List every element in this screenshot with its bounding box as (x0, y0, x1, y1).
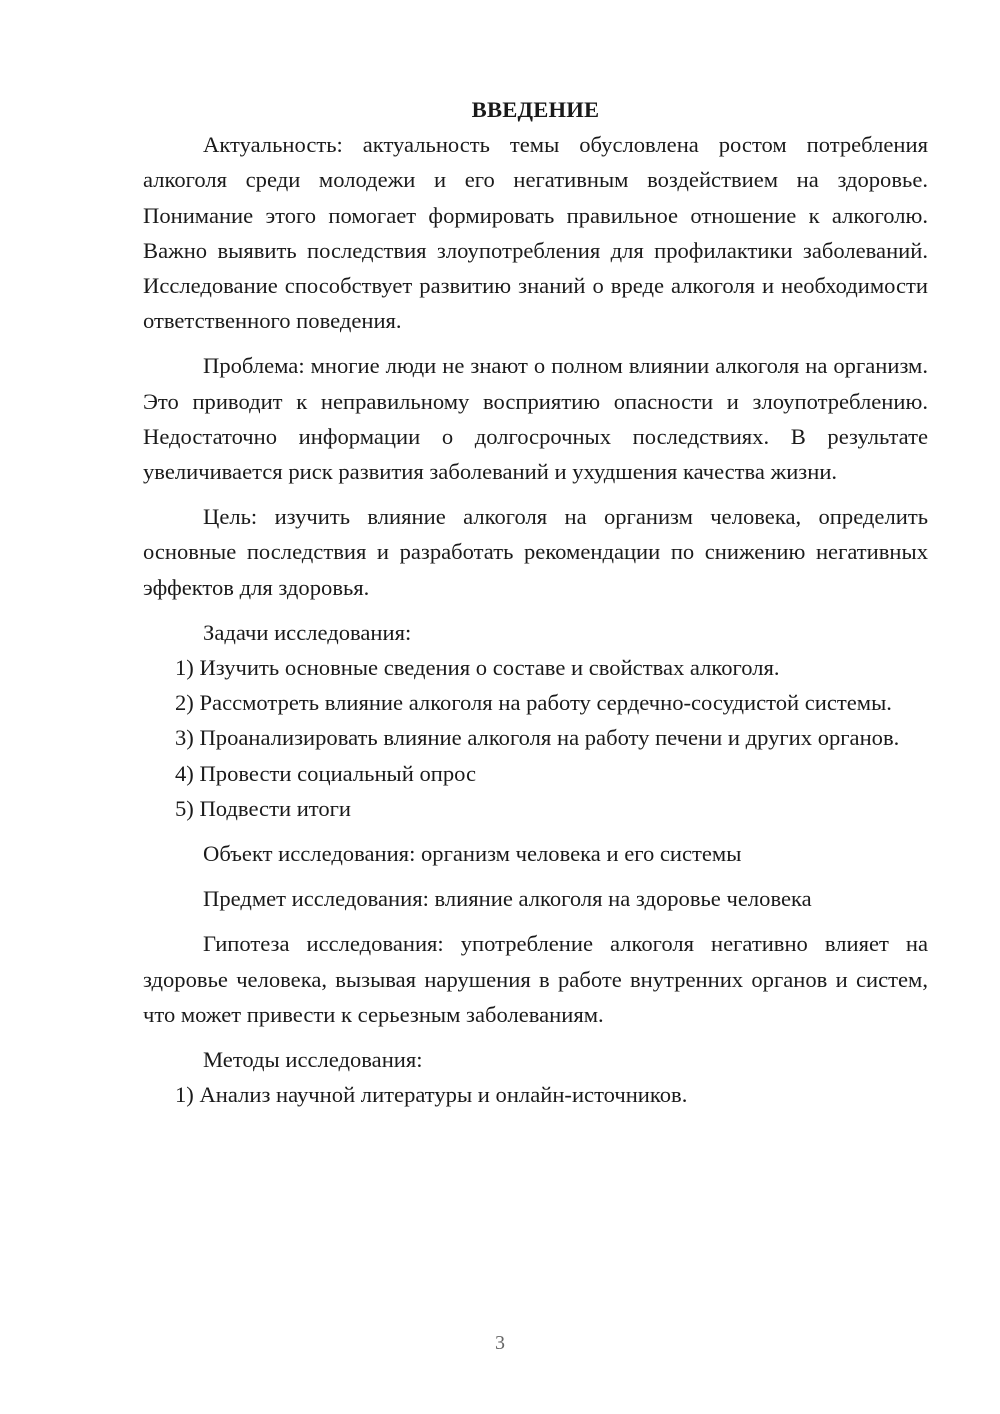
methods-heading: Методы исследования: (203, 1047, 423, 1073)
hypothesis-paragraph: Гипотеза исследования: употребление алкоголя негативно влияет на здоровье человека, вызывая нарушения в работе внутренних органов и систем, что может привести к серьезным заболеваниям. (143, 931, 928, 1027)
research-object: Объект исследования: организм человека и его системы (203, 841, 742, 867)
page-title: ВВЕДЕНИЕ (471, 97, 600, 122)
relevance-paragraph: Актуальность: актуальность темы обусловлена ростом потребления алкоголя среди молодежи и его негативным воздействием на здоровье. Понимание этого помогает формировать правильное отношение к алкоголю. Важно выявить последствия злоупотребления для профилактики заболеваний. Исследование способствует развитию знаний о вреде алкоголя и необходимости ответственного поведения. (143, 132, 928, 334)
research-subject: Предмет исследования: влияние алкоголя на здоровье человека (203, 886, 812, 912)
task-item-4: 4) Провести социальный опрос (175, 760, 477, 786)
task-item-3: 3) Проанализировать влияние алкоголя на работу печени и других органов. (175, 725, 900, 751)
task-item-2: 2) Рассмотреть влияние алкоголя на работу сердечно-сосудистой системы. (175, 690, 892, 716)
task-item-1: 1) Изучить основные сведения о составе и свойствах алкоголя. (175, 655, 780, 681)
page-content (143, 92, 928, 1112)
tasks-heading: Задачи исследования: (203, 619, 412, 645)
page-number: 3 (495, 1332, 505, 1354)
problem-paragraph: Проблема: многие люди не знают о полном влиянии алкоголя на организм. Это приводит к неправильному восприятию опасности и злоупотреблению. Недостаточно информации о долгосрочных последствиях. В результате увеличивается риск развития заболеваний и ухудшения качества жизни. (143, 353, 928, 485)
task-item-5: 5) Подвести итоги (175, 795, 352, 821)
goal-paragraph: Цель: изучить влияние алкоголя на организм человека, определить основные последствия и разработать рекомендации по снижению негативных эффектов для здоровья. (143, 504, 928, 600)
method-item-1: 1) Анализ научной литературы и онлайн-источников. (175, 1082, 688, 1108)
